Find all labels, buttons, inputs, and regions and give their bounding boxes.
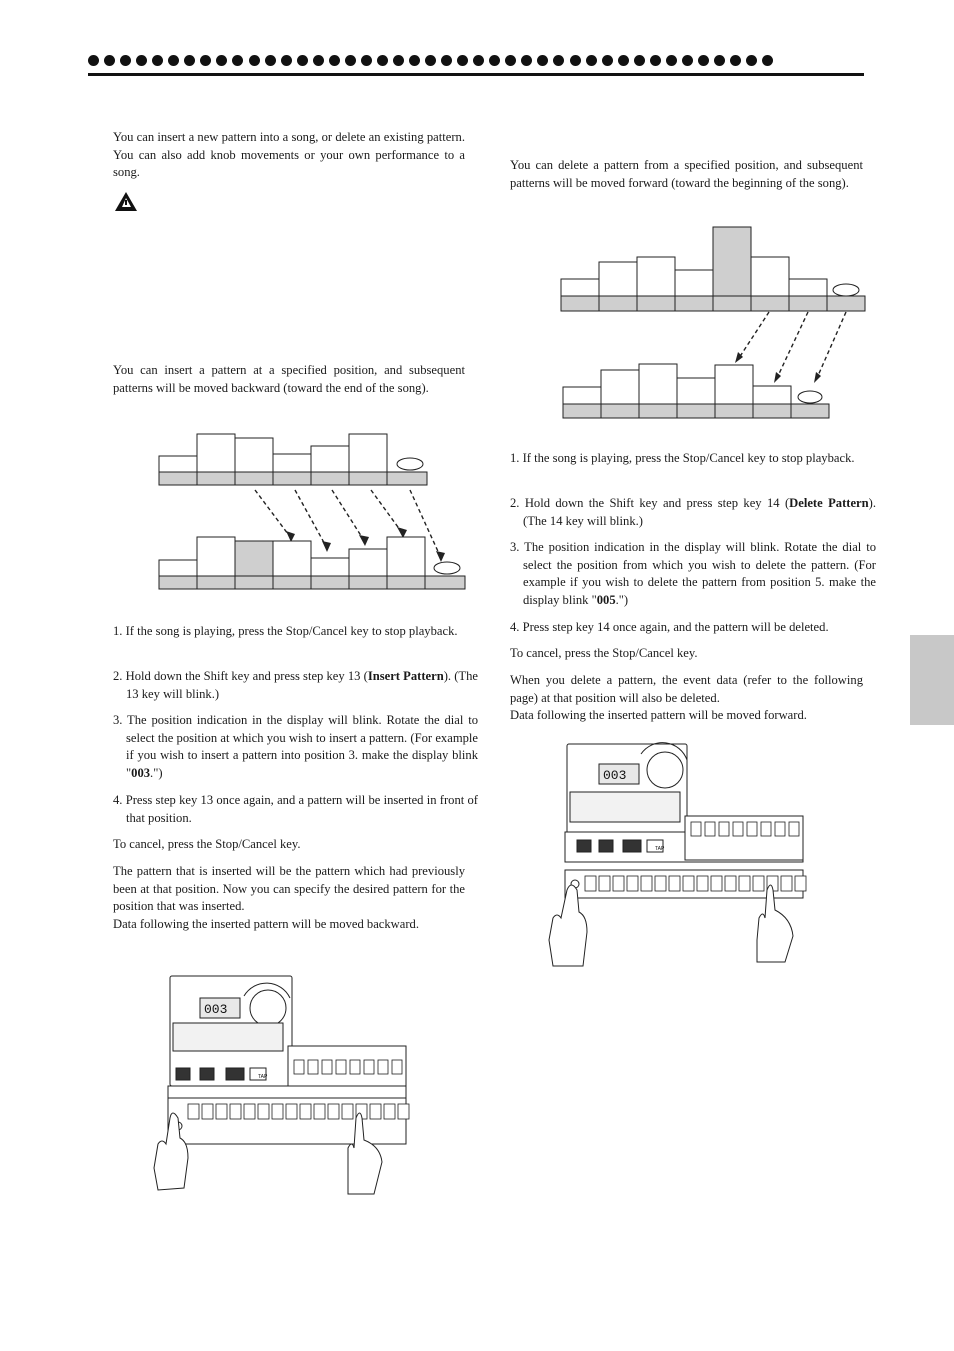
- end-marker: [798, 391, 822, 403]
- step-key: [775, 822, 785, 836]
- insert-step-4: 4. Press step key 13 once again, and a pattern will be inserted in front of that position.: [113, 793, 478, 825]
- step-key: [244, 1104, 255, 1119]
- step-key: [336, 1060, 346, 1074]
- step-key: [739, 876, 750, 891]
- pattern-bar: [601, 370, 639, 404]
- header-dot: [313, 55, 324, 66]
- step-key: [683, 876, 694, 891]
- deleted-bar: [713, 227, 751, 296]
- stop-key: [599, 840, 613, 852]
- device-illustration-insert: [148, 968, 410, 1200]
- pattern-bar: [311, 446, 349, 472]
- pattern-bar: [563, 387, 601, 404]
- step-key: [216, 1104, 227, 1119]
- header-dot: [184, 55, 195, 66]
- step-key: [294, 1060, 304, 1074]
- header-dot: [682, 55, 693, 66]
- step-key: [691, 822, 701, 836]
- step-key: [585, 876, 596, 891]
- end-marker: [397, 458, 423, 470]
- header-dot: [297, 55, 308, 66]
- header-dot: [232, 55, 243, 66]
- header-dot: [441, 55, 452, 66]
- step-key: [392, 1060, 402, 1074]
- pattern-bar: [599, 262, 637, 296]
- delete-note-2: Data following the inserted pattern will be moved forward.: [510, 708, 807, 722]
- position-strip: [159, 576, 465, 589]
- step-key: [328, 1104, 339, 1119]
- header-dot: [425, 55, 436, 66]
- end-marker: [434, 562, 460, 574]
- header-dot: [634, 55, 645, 66]
- header-dot: [586, 55, 597, 66]
- step-key: [627, 876, 638, 891]
- caution-hand-icon: [113, 190, 139, 212]
- header-dot: [200, 55, 211, 66]
- step-key: [669, 876, 680, 891]
- step-key: [378, 1060, 388, 1074]
- pattern-bar: [715, 365, 753, 404]
- header-dot: [329, 55, 340, 66]
- step-key: [725, 876, 736, 891]
- stop-key: [200, 1068, 214, 1080]
- header-dot: [698, 55, 709, 66]
- pattern-bar: [637, 257, 675, 296]
- step-key: [188, 1104, 199, 1119]
- play-key: [623, 840, 641, 852]
- header-dot: [505, 55, 516, 66]
- step-key: [599, 876, 610, 891]
- pattern-bar: [311, 558, 349, 576]
- insert-note-2: Data following the inserted pattern will be moved backward.: [113, 917, 420, 931]
- header-dot: [377, 55, 388, 66]
- delete-description: You can delete a pattern from a specified position, and subsequent patterns will be moved forward (toward the beginning of the song).: [510, 158, 863, 190]
- header-dot: [521, 55, 532, 66]
- pattern-bar: [159, 456, 197, 472]
- insert-cancel-note: To cancel, press the Stop/Cancel key.: [113, 837, 301, 851]
- header-dot: [473, 55, 484, 66]
- intro-paragraph: You can insert a new pattern into a song, or delete an existing pattern. You can also add knob movements or your own performance to a song.: [113, 130, 465, 180]
- record-key: [577, 840, 591, 852]
- tap-label: TAP: [655, 846, 665, 852]
- pattern-bar: [751, 257, 789, 296]
- play-key: [226, 1068, 244, 1080]
- step-key: [230, 1104, 241, 1119]
- header-dot: [265, 55, 276, 66]
- inserted-bar: [235, 541, 273, 576]
- header-dot: [489, 55, 500, 66]
- delete-step-4: 4. Press step key 14 once again, and the pattern will be deleted.: [510, 620, 829, 634]
- insert-description: You can insert a pattern at a specified position, and subsequent patterns will be moved backward (toward the end of the song).: [113, 363, 465, 395]
- header-dot: [730, 55, 741, 66]
- header-dot: [393, 55, 404, 66]
- step-key: [398, 1104, 409, 1119]
- header-dot: [120, 55, 131, 66]
- step-key: [761, 822, 771, 836]
- step-key: [697, 876, 708, 891]
- tap-label: TAP: [258, 1074, 268, 1080]
- header-dot-row: [88, 55, 778, 69]
- header-dot: [361, 55, 372, 66]
- step-key: [272, 1104, 283, 1119]
- display-readout: 003: [204, 1002, 228, 1017]
- pattern-bar: [677, 378, 715, 404]
- pattern-bar: [675, 270, 713, 296]
- header-dot: [570, 55, 581, 66]
- header-dot: [762, 55, 773, 66]
- step-key: [733, 822, 743, 836]
- pattern-bar: [273, 541, 311, 576]
- insert-pattern-diagram: [155, 430, 470, 595]
- step-key: [364, 1060, 374, 1074]
- step-key: [705, 822, 715, 836]
- delete-note-1: When you delete a pattern, the event data (refer to the following page) at that position will also be deleted.: [510, 673, 863, 705]
- header-dot: [618, 55, 629, 66]
- step-key: [711, 876, 722, 891]
- header-dot: [345, 55, 356, 66]
- step-key: [308, 1060, 318, 1074]
- step-key: [370, 1104, 381, 1119]
- delete-pattern-diagram: [555, 222, 870, 422]
- step-key: [753, 876, 764, 891]
- pattern-bar: [349, 549, 387, 576]
- header-dot: [136, 55, 147, 66]
- pattern-bar: [349, 434, 387, 472]
- value-dial: [647, 752, 683, 788]
- pattern-bar: [235, 438, 273, 472]
- step-key: [300, 1104, 311, 1119]
- display-readout: 003: [603, 768, 627, 783]
- end-marker: [833, 284, 859, 296]
- insert-step-3: 3. The position indication in the display will blink. Rotate the dial to select the position at which you wish to insert a pattern. (For example if you wish to insert a pattern into position 3. make the display blink "003."): [113, 713, 478, 780]
- header-dot: [553, 55, 564, 66]
- position-strip: [563, 404, 829, 418]
- pattern-bar: [789, 279, 827, 296]
- header-dot: [152, 55, 163, 66]
- header-dot: [666, 55, 677, 66]
- pattern-bar: [197, 537, 235, 576]
- header-dot: [746, 55, 757, 66]
- delete-step-1: 1. If the song is playing, press the Stop/Cancel key to stop playback.: [510, 451, 855, 465]
- header-dot: [714, 55, 725, 66]
- pattern-bar: [159, 560, 197, 576]
- step-key: [719, 822, 729, 836]
- step-key: [286, 1104, 297, 1119]
- header-dot: [281, 55, 292, 66]
- pattern-bar: [273, 454, 311, 472]
- delete-step-2: 2. Hold down the Shift key and press step key 14 (Delete Pattern). (The 14 key will blink.): [510, 496, 876, 528]
- step-key: [350, 1060, 360, 1074]
- step-key: [202, 1104, 213, 1119]
- pattern-bar: [561, 279, 599, 296]
- step-key: [322, 1060, 332, 1074]
- value-dial: [250, 990, 286, 1026]
- pattern-bar: [639, 364, 677, 404]
- header-dot: [537, 55, 548, 66]
- step-key: [655, 876, 666, 891]
- step-key: [258, 1104, 269, 1119]
- step-key: [795, 876, 806, 891]
- record-key: [176, 1068, 190, 1080]
- header-dot: [602, 55, 613, 66]
- insert-step-2: 2. Hold down the Shift key and press step key 13 (Insert Pattern). (The 13 key will blink.): [113, 669, 478, 701]
- header-dot: [216, 55, 227, 66]
- step-key: [641, 876, 652, 891]
- step-key: [314, 1104, 325, 1119]
- step-key: [789, 822, 799, 836]
- header-dot: [88, 55, 99, 66]
- insert-note-1: The pattern that is inserted will be the pattern which had previously been at that position. Now you can specify the desired pattern for the position that was inserted.: [113, 864, 465, 914]
- step-key: [781, 876, 792, 891]
- pattern-bar: [753, 386, 791, 404]
- insert-step-1: 1. If the song is playing, press the Stop/Cancel key to stop playback.: [113, 624, 458, 638]
- step-key: [613, 876, 624, 891]
- header-dot: [409, 55, 420, 66]
- header-dot: [168, 55, 179, 66]
- header-dot: [249, 55, 260, 66]
- header-dot: [650, 55, 661, 66]
- device-illustration-delete: [545, 740, 807, 972]
- header-dot: [457, 55, 468, 66]
- step-key: [342, 1104, 353, 1119]
- header-dot: [104, 55, 115, 66]
- step-key: [747, 822, 757, 836]
- header-rule: [88, 73, 864, 76]
- delete-cancel-note: To cancel, press the Stop/Cancel key.: [510, 646, 698, 660]
- chapter-tab: [910, 635, 954, 725]
- step-key: [384, 1104, 395, 1119]
- pattern-bar: [197, 434, 235, 472]
- pattern-bar: [387, 537, 425, 576]
- delete-step-3: 3. The position indication in the display will blink. Rotate the dial to select the position from which you wish to delete the pattern. (For example if you wish to delete the pattern from position 5. make the display blink "005."): [510, 540, 876, 607]
